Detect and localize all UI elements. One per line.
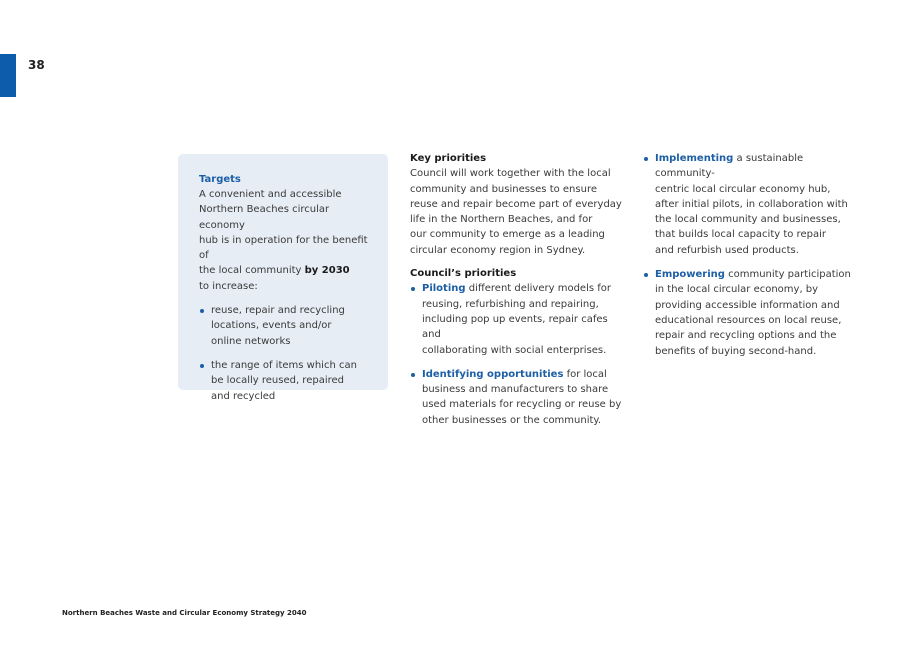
intro-line: to increase: [199,280,258,292]
council-priorities-list-continued [643,151,858,359]
priority-keyword: Implementing [655,153,734,164]
targets-list [199,303,374,404]
intro-line: hub is in operation for the benefit of [199,234,368,262]
document-footer: Northern Beaches Waste and Circular Economy Strategy 2040 [62,609,307,617]
middle-column [410,151,625,437]
page-number: 38 [28,58,45,72]
targets-intro [199,187,374,294]
list-item: Piloting different delivery models for reusing, refurbishing and repairing, including pop up events, repair cafes and collaborating with social enterprises. [410,281,625,357]
list-item: Empowering community participation in the local circular economy, by providing accessible information and educational resources on local reuse, repair and recycling options and the benefits of buying second-hand. [643,267,858,359]
page-tab-marker [0,54,16,97]
priority-keyword: Piloting [422,283,466,295]
target-year: by 2030 [304,265,350,277]
priority-keyword: Identifying opportunities [422,368,564,380]
intro-line: the local community [199,265,305,277]
intro-line: A convenient and accessible [199,189,342,200]
targets-title: Targets [199,174,241,185]
right-column [643,151,858,368]
list-item: reuse, repair and recycling locations, events and/or online networks [199,303,374,349]
targets-box [178,154,388,402]
council-priorities-list [410,281,625,428]
key-priorities-heading: Key priorities [410,153,487,164]
list-item: the range of items which can be locally reused, repaired and recycled [199,358,374,404]
list-item: Implementing a sustainable community- centric local circular economy hub, after initial pilots, in collaboration with the local community and businesses, that builds local capacity to repair and refurbish used products. [643,151,858,258]
priority-keyword: Empowering [655,269,725,281]
list-item: Identifying opportunities for local business and manufacturers to share used materials for recycling or reuse by other businesses or the community. [410,367,625,428]
council-priorities-heading: Council’s priorities [410,268,517,280]
key-priorities-text: Council will work together with the local community and businesses to ensure reuse and repair become part of everyday life in the Northern Beaches, and for our community to emerge as a leading circular economy region in Sydney. [410,168,622,256]
intro-line: Northern Beaches circular economy [199,204,330,231]
